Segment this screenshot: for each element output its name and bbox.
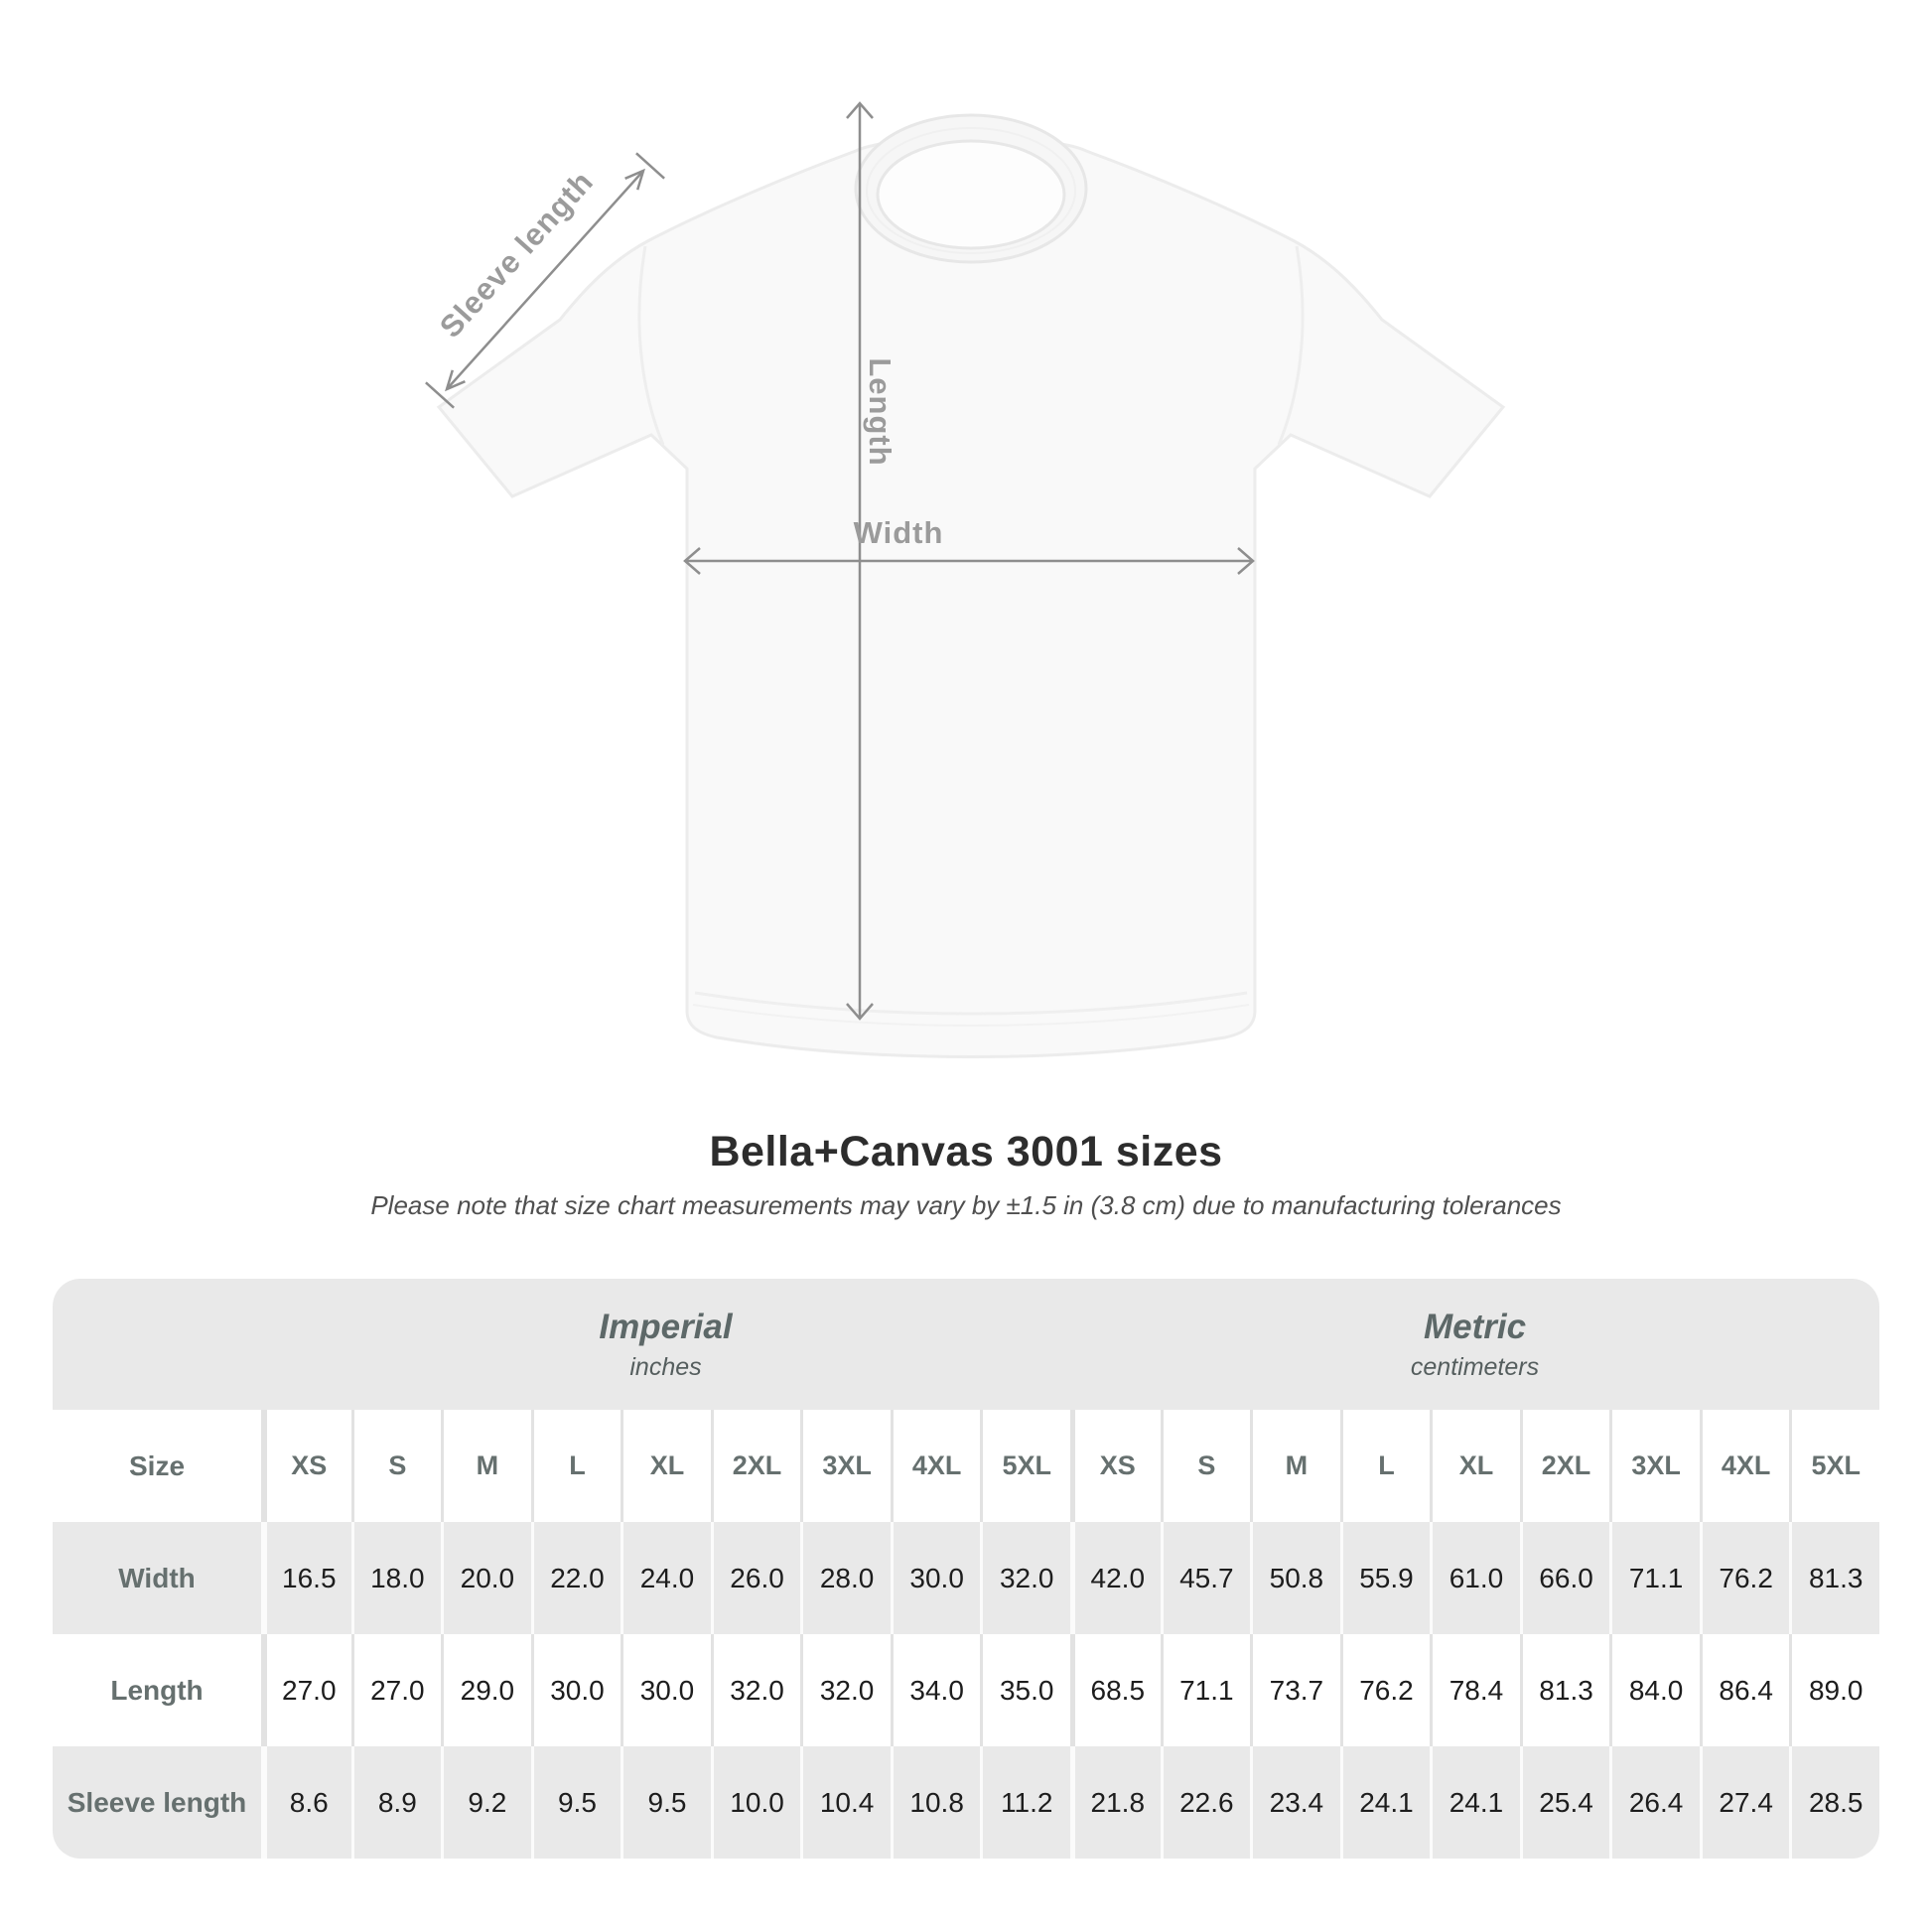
table-cell: 32.0 xyxy=(711,1634,801,1746)
table-cell: 26.0 xyxy=(711,1522,801,1634)
table-cell: 30.0 xyxy=(621,1634,711,1746)
table-cell: 10.4 xyxy=(800,1746,891,1859)
table-cell: 2XL xyxy=(1520,1410,1610,1522)
table-cell: 71.1 xyxy=(1161,1634,1251,1746)
table-cell: 9.2 xyxy=(441,1746,531,1859)
table-cell: 27.0 xyxy=(261,1634,351,1746)
table-cell: M xyxy=(441,1410,531,1522)
row-label: Sleeve length xyxy=(67,1786,247,1818)
table-cell: XS xyxy=(261,1410,351,1522)
table-cell: 23.4 xyxy=(1250,1746,1340,1859)
table-cell: 78.4 xyxy=(1430,1634,1520,1746)
table-cell: 9.5 xyxy=(621,1746,711,1859)
metric-unit: centimeters xyxy=(1410,1352,1540,1381)
size-grid xyxy=(53,1410,1879,1859)
table-cell: 34.0 xyxy=(891,1634,981,1746)
table-cell: 61.0 xyxy=(1430,1522,1520,1634)
table-cell: 73.7 xyxy=(1250,1634,1340,1746)
collar-inner xyxy=(878,141,1064,248)
table-cell: 27.4 xyxy=(1700,1746,1790,1859)
table-cell: 25.4 xyxy=(1520,1746,1610,1859)
table-cell: 2XL xyxy=(711,1410,801,1522)
table-cell: 24.1 xyxy=(1340,1746,1431,1859)
imperial-header xyxy=(261,1279,1070,1410)
table-cell: 28.5 xyxy=(1789,1746,1879,1859)
metric-header xyxy=(1070,1279,1879,1410)
length-label: Length xyxy=(863,357,897,467)
table-cell: 16.5 xyxy=(261,1522,351,1634)
table-cell: 89.0 xyxy=(1789,1634,1879,1746)
table-cell: L xyxy=(1340,1410,1431,1522)
table-cell: 8.6 xyxy=(261,1746,351,1859)
table-cell: 50.8 xyxy=(1250,1522,1340,1634)
table-cell: 27.0 xyxy=(351,1634,442,1746)
table-cell: S xyxy=(1161,1410,1251,1522)
table-cell: 55.9 xyxy=(1340,1522,1431,1634)
table-cell: 81.3 xyxy=(1520,1634,1610,1746)
table-cell: 24.1 xyxy=(1430,1746,1520,1859)
table-cell: S xyxy=(351,1410,442,1522)
table-cell: 30.0 xyxy=(531,1634,621,1746)
tshirt-shape xyxy=(439,115,1503,1057)
row-label: Width xyxy=(118,1562,196,1593)
row-label: Length xyxy=(110,1674,204,1706)
row-label: Size xyxy=(128,1449,186,1481)
table-cell: 28.0 xyxy=(800,1522,891,1634)
table-cell: XS xyxy=(1070,1410,1161,1522)
table-row xyxy=(53,1634,1879,1746)
table-cell: 8.9 xyxy=(351,1746,442,1859)
table-cell: 5XL xyxy=(980,1410,1070,1522)
table-cell: 4XL xyxy=(891,1410,981,1522)
table-cell: 76.2 xyxy=(1340,1634,1431,1746)
table-cell: 3XL xyxy=(1609,1410,1700,1522)
table-cell: 20.0 xyxy=(441,1522,531,1634)
page-title: Bella+Canvas 3001 sizes xyxy=(709,1128,1223,1175)
table-cell: 10.0 xyxy=(711,1746,801,1859)
band-spacer xyxy=(53,1279,261,1410)
table-row xyxy=(53,1522,1879,1634)
table-cell: 86.4 xyxy=(1700,1634,1790,1746)
table-cell: 18.0 xyxy=(351,1522,442,1634)
table-cell: 4XL xyxy=(1700,1410,1790,1522)
table-cell: 5XL xyxy=(1789,1410,1879,1522)
table-cell: 32.0 xyxy=(800,1634,891,1746)
table-cell: 84.0 xyxy=(1609,1634,1700,1746)
unit-header-band xyxy=(53,1279,1879,1410)
table-cell: 11.2 xyxy=(980,1746,1070,1859)
tolerance-note: Please note that size chart measurements may vary by ±1.5 in (3.8 cm) due to manufacturing tolerances xyxy=(370,1190,1562,1220)
table-row xyxy=(53,1410,1879,1522)
table-cell: 42.0 xyxy=(1070,1522,1161,1634)
table-cell: 24.0 xyxy=(621,1522,711,1634)
table-cell: 29.0 xyxy=(441,1634,531,1746)
table-cell: 22.0 xyxy=(531,1522,621,1634)
table-cell: 30.0 xyxy=(891,1522,981,1634)
table-cell: 71.1 xyxy=(1609,1522,1700,1634)
table-cell: XL xyxy=(621,1410,711,1522)
table-cell: 26.4 xyxy=(1609,1746,1700,1859)
table-cell: 3XL xyxy=(800,1410,891,1522)
table-cell: 22.6 xyxy=(1161,1746,1251,1859)
table-cell: 35.0 xyxy=(980,1634,1070,1746)
table-cell: 66.0 xyxy=(1520,1522,1610,1634)
table-cell: 76.2 xyxy=(1700,1522,1790,1634)
table-cell: L xyxy=(531,1410,621,1522)
imperial-unit: inches xyxy=(629,1352,702,1381)
size-chart-table xyxy=(53,1279,1879,1859)
table-cell: 9.5 xyxy=(531,1746,621,1859)
table-cell: 68.5 xyxy=(1070,1634,1161,1746)
table-cell: 45.7 xyxy=(1161,1522,1251,1634)
imperial-title: Imperial xyxy=(599,1307,733,1346)
sleeve-length-label: Sleeve length xyxy=(432,164,601,345)
table-cell: 81.3 xyxy=(1789,1522,1879,1634)
table-cell: M xyxy=(1250,1410,1340,1522)
table-row xyxy=(53,1746,1879,1859)
metric-title: Metric xyxy=(1423,1307,1527,1346)
table-cell: 32.0 xyxy=(980,1522,1070,1634)
table-cell: 21.8 xyxy=(1070,1746,1161,1859)
table-cell: 10.8 xyxy=(891,1746,981,1859)
width-label: Width xyxy=(853,515,944,550)
table-cell: XL xyxy=(1430,1410,1520,1522)
